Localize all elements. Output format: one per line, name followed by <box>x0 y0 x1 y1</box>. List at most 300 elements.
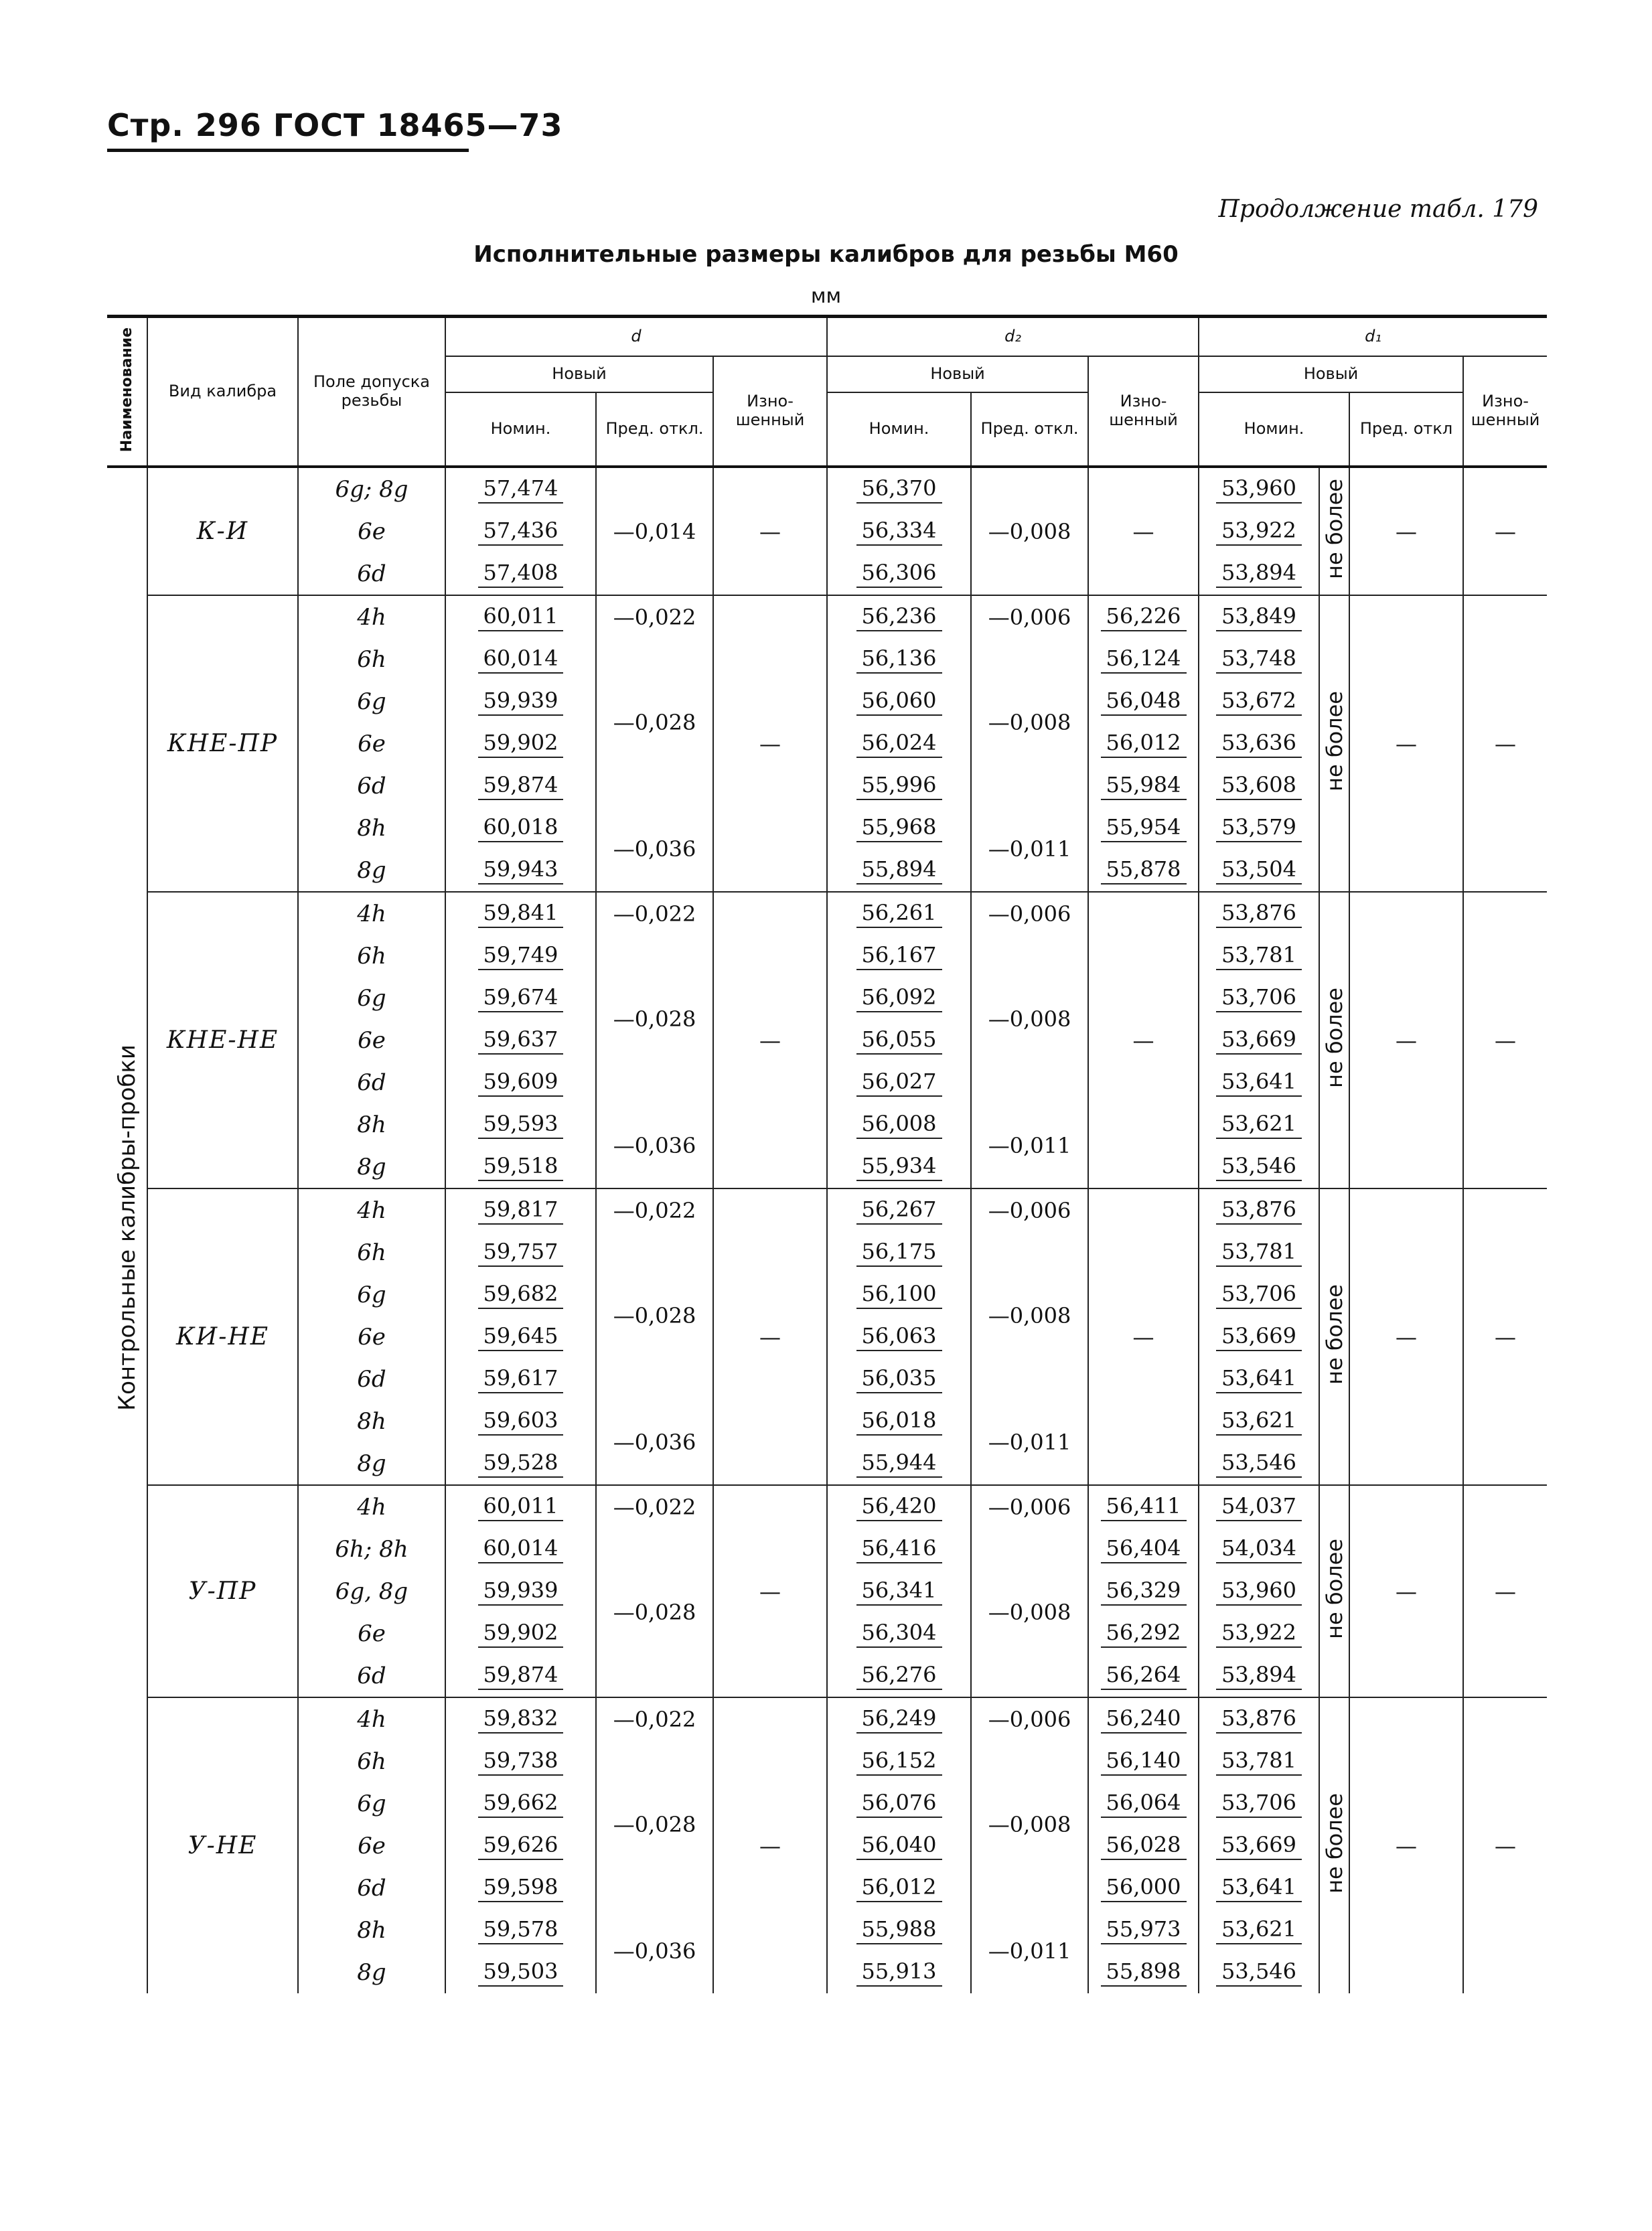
d2-nominal-cell <box>827 1697 971 1740</box>
d1-nominal-cell <box>1199 680 1319 722</box>
tolerance-field-cell: 8h <box>298 807 445 849</box>
d-deviation-cell: —0,028 <box>596 1528 713 1697</box>
not-more-cell <box>1319 1697 1349 1993</box>
d2-nominal-cell <box>827 722 971 765</box>
not-more-label: не более <box>1321 690 1347 791</box>
d2-worn-cell <box>1088 1528 1199 1570</box>
tolerance-field-cell: 4h <box>298 1697 445 1740</box>
d1-nominal-cell-value: 53,641 <box>1216 1069 1302 1097</box>
d-nominal-cell-value: 59,902 <box>478 730 564 758</box>
tolerance-field-cell: 6h <box>298 638 445 680</box>
d2-worn-cell <box>1088 807 1199 849</box>
d2-nominal-cell-value: 56,076 <box>856 1790 942 1818</box>
table-row <box>107 1485 1547 1528</box>
d2-nominal-cell <box>827 1951 971 1993</box>
d2-worn-cell-value: 55,984 <box>1101 772 1187 800</box>
d2-worn-cell-value: 55,954 <box>1101 814 1187 842</box>
d2-worn-cell-value: 56,240 <box>1101 1705 1187 1734</box>
table-body <box>107 467 1547 1993</box>
d1-nominal-cell <box>1199 510 1319 552</box>
d-nominal-cell-value: 59,817 <box>478 1197 564 1225</box>
table-row <box>107 467 1547 510</box>
d2-nominal-cell-value: 56,012 <box>856 1874 942 1902</box>
d-deviation-cell: —0,022 <box>596 1188 713 1231</box>
d2-nominal-cell <box>827 1146 971 1188</box>
d-deviation-cell: —0,036 <box>596 1909 713 1993</box>
column-header-d1: d₁ <box>1199 317 1547 357</box>
tolerance-field-cell: 6e <box>298 1019 445 1061</box>
d2-nominal-cell-value: 56,018 <box>856 1407 942 1436</box>
d1-nominal-cell-value: 53,546 <box>1216 1958 1302 1987</box>
tolerance-field-cell: 6e <box>298 1825 445 1867</box>
d2-nominal-cell-value: 56,152 <box>856 1748 942 1776</box>
d-nominal-cell <box>445 1612 596 1655</box>
d1-nominal-cell <box>1199 552 1319 595</box>
column-header-d1-nominal: Номин. <box>1199 392 1349 467</box>
not-more-label: не более <box>1321 1792 1347 1894</box>
d1-nominal-cell <box>1199 1442 1319 1485</box>
d2-worn-cell <box>1088 595 1199 638</box>
d2-nominal-cell-value: 56,055 <box>856 1026 942 1055</box>
d1-nominal-cell <box>1199 765 1319 807</box>
d2-nominal-cell <box>827 807 971 849</box>
d-nominal-cell-value: 59,598 <box>478 1874 564 1902</box>
d2-nominal-cell <box>827 935 971 977</box>
d-nominal-cell <box>445 1909 596 1951</box>
tolerance-field-cell: 6g <box>298 1274 445 1316</box>
d-nominal-cell <box>445 1103 596 1146</box>
d1-worn-cell: — <box>1463 892 1547 1188</box>
d1-deviation-cell: — <box>1349 1697 1463 1993</box>
d2-worn-cell <box>1088 1782 1199 1825</box>
d1-deviation-cell: — <box>1349 892 1463 1188</box>
d1-nominal-cell-value: 53,960 <box>1216 1578 1302 1606</box>
d2-nominal-cell-value: 56,040 <box>856 1832 942 1860</box>
d2-nominal-cell-value: 56,008 <box>856 1111 942 1139</box>
d1-nominal-cell <box>1199 467 1319 510</box>
not-more-label: не более <box>1321 1284 1347 1385</box>
d2-worn-cell-value: 56,064 <box>1101 1790 1187 1818</box>
d-deviation-cell: —0,014 <box>596 467 713 595</box>
d1-worn-cell: — <box>1463 1697 1547 1993</box>
d-nominal-cell <box>445 595 596 638</box>
d1-nominal-cell-value: 53,669 <box>1216 1323 1302 1351</box>
d-nominal-cell <box>445 1570 596 1612</box>
d-nominal-cell-value: 59,674 <box>478 984 564 1012</box>
d2-worn-cell <box>1088 1825 1199 1867</box>
d2-nominal-cell <box>827 1528 971 1570</box>
d1-nominal-cell <box>1199 849 1319 892</box>
running-head: Стр. 296 ГОСТ 18465—73 <box>107 107 563 143</box>
d1-nominal-cell-value: 53,504 <box>1216 856 1302 884</box>
d-deviation-cell: —0,036 <box>596 1400 713 1485</box>
d2-worn-cell <box>1088 1697 1199 1740</box>
d1-nominal-cell <box>1199 1782 1319 1825</box>
column-header-d: d <box>445 317 827 357</box>
d2-nominal-cell-value: 56,167 <box>856 942 942 970</box>
tolerance-field-cell: 6g <box>298 680 445 722</box>
tolerance-field-cell: 6e <box>298 510 445 552</box>
d1-nominal-cell <box>1199 595 1319 638</box>
d2-nominal-cell-value: 55,894 <box>856 856 942 884</box>
d2-worn-cell: — <box>1088 1188 1199 1485</box>
d2-worn-cell-value: 55,898 <box>1101 1958 1187 1987</box>
d2-deviation-cell: —0,011 <box>971 1909 1088 1993</box>
tolerance-field-cell: 6d <box>298 1358 445 1400</box>
column-header-d2-worn: Изно-шенный <box>1088 356 1199 467</box>
d2-nominal-cell-value: 55,996 <box>856 772 942 800</box>
gauge-dimensions-table <box>107 315 1547 1993</box>
d2-nominal-cell-value: 56,060 <box>856 688 942 716</box>
d1-nominal-cell <box>1199 1867 1319 1909</box>
not-more-cell <box>1319 467 1349 595</box>
gauge-type-cell: КНЕ-ПР <box>147 595 298 892</box>
d-nominal-cell <box>445 1146 596 1188</box>
table-row <box>107 892 1547 935</box>
d2-worn-cell-value: 56,264 <box>1101 1662 1187 1690</box>
d1-nominal-cell-value: 53,922 <box>1216 518 1302 546</box>
d-nominal-cell-value: 59,874 <box>478 1662 564 1690</box>
d-deviation-cell: —0,028 <box>596 935 713 1103</box>
d2-deviation-cell: —0,008 <box>971 1231 1088 1400</box>
d1-nominal-cell <box>1199 1061 1319 1103</box>
d-nominal-cell-value: 59,939 <box>478 688 564 716</box>
d1-nominal-cell <box>1199 1019 1319 1061</box>
d2-nominal-cell-value: 56,304 <box>856 1620 942 1648</box>
d2-worn-cell-value: 56,124 <box>1101 645 1187 674</box>
d-nominal-cell <box>445 892 596 935</box>
d-nominal-cell <box>445 680 596 722</box>
d1-nominal-cell-value: 53,621 <box>1216 1407 1302 1436</box>
running-head-rule <box>107 149 469 152</box>
d-nominal-cell-value: 59,757 <box>478 1239 564 1267</box>
d-worn-cell: — <box>713 892 827 1188</box>
d2-nominal-cell <box>827 1867 971 1909</box>
d-nominal-cell <box>445 849 596 892</box>
d1-nominal-cell-value: 54,034 <box>1216 1535 1302 1563</box>
d-worn-cell: — <box>713 1188 827 1485</box>
d2-worn-cell-value: 56,000 <box>1101 1874 1187 1902</box>
table-row <box>107 1697 1547 1740</box>
d2-worn-cell <box>1088 765 1199 807</box>
d-nominal-cell-value: 59,832 <box>478 1705 564 1734</box>
d1-nominal-cell <box>1199 807 1319 849</box>
d2-nominal-cell-value: 56,027 <box>856 1069 942 1097</box>
d2-nominal-cell <box>827 1825 971 1867</box>
d2-nominal-cell <box>827 1103 971 1146</box>
d2-deviation-cell: —0,006 <box>971 595 1088 638</box>
d1-nominal-cell-value: 53,876 <box>1216 900 1302 928</box>
tolerance-field-cell: 8g <box>298 849 445 892</box>
d-nominal-cell <box>445 1867 596 1909</box>
d-nominal-cell <box>445 1358 596 1400</box>
d2-worn-cell <box>1088 1570 1199 1612</box>
d1-worn-cell: — <box>1463 595 1547 892</box>
d-nominal-cell-value: 59,645 <box>478 1323 564 1351</box>
d-worn-cell: — <box>713 1697 827 1993</box>
d-nominal-cell <box>445 765 596 807</box>
not-more-label: не более <box>1321 478 1347 579</box>
d2-worn-cell: — <box>1088 892 1199 1188</box>
d-nominal-cell <box>445 1782 596 1825</box>
gauge-type-cell: У-ПР <box>147 1485 298 1697</box>
d-nominal-cell-value: 57,474 <box>478 475 564 504</box>
d2-nominal-cell <box>827 1909 971 1951</box>
d2-worn-cell-value: 56,226 <box>1101 603 1187 631</box>
d-nominal-cell-value: 59,939 <box>478 1578 564 1606</box>
tolerance-field-cell: 6e <box>298 1316 445 1358</box>
table-caption: Исполнительные размеры калибров для резьбы М60 <box>473 241 1179 268</box>
d-nominal-cell-value: 59,626 <box>478 1832 564 1860</box>
d2-deviation-cell: —0,011 <box>971 807 1088 892</box>
d1-nominal-cell-value: 53,669 <box>1216 1026 1302 1055</box>
not-more-label: не более <box>1321 1538 1347 1639</box>
d2-worn-cell <box>1088 1867 1199 1909</box>
d-nominal-cell <box>445 1485 596 1528</box>
d2-nominal-cell <box>827 849 971 892</box>
d1-worn-cell: — <box>1463 467 1547 595</box>
d-nominal-cell-value: 59,874 <box>478 772 564 800</box>
d2-deviation-cell: —0,006 <box>971 1188 1088 1231</box>
d2-nominal-cell <box>827 1231 971 1274</box>
d1-nominal-cell <box>1199 977 1319 1019</box>
d2-nominal-cell <box>827 1061 971 1103</box>
d2-worn-cell <box>1088 638 1199 680</box>
d-nominal-cell <box>445 467 596 510</box>
d-nominal-cell-value: 59,528 <box>478 1450 564 1478</box>
d2-worn-cell-value: 55,973 <box>1101 1916 1187 1944</box>
d2-nominal-cell-value: 56,420 <box>856 1493 942 1521</box>
d2-nominal-cell-value: 55,913 <box>856 1958 942 1987</box>
d-deviation-cell: —0,022 <box>596 1485 713 1528</box>
d-nominal-cell <box>445 1400 596 1442</box>
d2-nominal-cell-value: 56,136 <box>856 645 942 674</box>
d-nominal-cell-value: 59,749 <box>478 942 564 970</box>
d-nominal-cell <box>445 1231 596 1274</box>
d2-worn-cell-value: 56,012 <box>1101 730 1187 758</box>
column-header-d1-worn: Изно-шенный <box>1463 356 1547 467</box>
tolerance-field-cell: 8g <box>298 1146 445 1188</box>
column-header-d1-new: Новый <box>1199 356 1463 392</box>
d-nominal-cell-value: 57,436 <box>478 518 564 546</box>
d1-nominal-cell-value: 53,636 <box>1216 730 1302 758</box>
d2-deviation-cell: —0,006 <box>971 1697 1088 1740</box>
d-nominal-cell <box>445 510 596 552</box>
tolerance-field-cell: 6g; 8g <box>298 467 445 510</box>
d2-worn-cell <box>1088 680 1199 722</box>
d1-nominal-cell <box>1199 1146 1319 1188</box>
column-header-d-deviation: Пред. откл. <box>596 392 713 467</box>
gauge-type-cell: У-НЕ <box>147 1697 298 1993</box>
column-header-d2-deviation: Пред. откл. <box>971 392 1088 467</box>
d-nominal-cell-value: 60,014 <box>478 1535 564 1563</box>
d1-nominal-cell <box>1199 1528 1319 1570</box>
column-header-name: Наименование <box>107 317 147 467</box>
d2-nominal-cell <box>827 1188 971 1231</box>
d-nominal-cell <box>445 722 596 765</box>
d2-nominal-cell-value: 56,100 <box>856 1281 942 1309</box>
d2-nominal-cell <box>827 680 971 722</box>
d1-nominal-cell <box>1199 638 1319 680</box>
d2-deviation-cell: —0,008 <box>971 638 1088 807</box>
d2-worn-cell-value: 56,140 <box>1101 1748 1187 1776</box>
table-row <box>107 595 1547 638</box>
tolerance-field-cell: 6d <box>298 1655 445 1697</box>
d-nominal-cell-value: 59,617 <box>478 1365 564 1393</box>
d-nominal-cell <box>445 1951 596 1993</box>
d1-nominal-cell <box>1199 1274 1319 1316</box>
d-nominal-cell-value: 59,682 <box>478 1281 564 1309</box>
d1-nominal-cell <box>1199 1358 1319 1400</box>
d2-nominal-cell <box>827 1740 971 1782</box>
d2-worn-cell <box>1088 1740 1199 1782</box>
d2-nominal-cell <box>827 1782 971 1825</box>
d2-nominal-cell-value: 56,249 <box>856 1705 942 1734</box>
not-more-cell <box>1319 1188 1349 1485</box>
column-header-d1-deviation: Пред. откл <box>1349 392 1463 467</box>
d1-deviation-cell: — <box>1349 1485 1463 1697</box>
d1-worn-cell: — <box>1463 1188 1547 1485</box>
tolerance-field-cell: 6h <box>298 1231 445 1274</box>
tolerance-field-cell: 8h <box>298 1103 445 1146</box>
d-nominal-cell <box>445 1274 596 1316</box>
tolerance-field-cell: 6d <box>298 765 445 807</box>
d2-nominal-cell-value: 56,334 <box>856 518 942 546</box>
d-nominal-cell-value: 59,943 <box>478 856 564 884</box>
table-units: мм <box>810 285 842 308</box>
tolerance-field-cell: 6e <box>298 1612 445 1655</box>
d-nominal-cell <box>445 1061 596 1103</box>
d1-nominal-cell-value: 53,579 <box>1216 814 1302 842</box>
d-worn-cell: — <box>713 467 827 595</box>
tolerance-field-cell: 4h <box>298 1188 445 1231</box>
d2-nominal-cell-value: 55,988 <box>856 1916 942 1944</box>
d2-nominal-cell <box>827 552 971 595</box>
d1-nominal-cell-value: 53,781 <box>1216 1748 1302 1776</box>
d2-nominal-cell <box>827 510 971 552</box>
d1-nominal-cell <box>1199 1570 1319 1612</box>
d1-nominal-cell-value: 53,960 <box>1216 475 1302 504</box>
d1-nominal-cell <box>1199 1655 1319 1697</box>
d1-nominal-cell-value: 53,546 <box>1216 1450 1302 1478</box>
d2-nominal-cell <box>827 1400 971 1442</box>
not-more-label: не более <box>1321 987 1347 1088</box>
d1-nominal-cell <box>1199 935 1319 977</box>
table-name-cell <box>107 467 147 1993</box>
d-worn-cell: — <box>713 1485 827 1697</box>
d-nominal-cell-value: 60,011 <box>478 603 564 631</box>
d1-nominal-cell <box>1199 1951 1319 1993</box>
d2-worn-cell <box>1088 1951 1199 1993</box>
d2-nominal-cell <box>827 1358 971 1400</box>
d2-worn-cell <box>1088 722 1199 765</box>
d-deviation-cell: —0,028 <box>596 1231 713 1400</box>
d1-nominal-cell <box>1199 1909 1319 1951</box>
d2-nominal-cell <box>827 595 971 638</box>
d2-worn-cell <box>1088 1655 1199 1697</box>
tolerance-field-cell: 4h <box>298 1485 445 1528</box>
d-deviation-cell: —0,036 <box>596 807 713 892</box>
d1-nominal-cell <box>1199 1103 1319 1146</box>
d2-nominal-cell <box>827 1655 971 1697</box>
d2-nominal-cell-value: 56,341 <box>856 1578 942 1606</box>
d1-nominal-cell-value: 53,669 <box>1216 1832 1302 1860</box>
table-name-label: Контрольные калибры-пробки <box>113 1044 141 1411</box>
not-more-cell <box>1319 1485 1349 1697</box>
d1-nominal-cell-value: 53,706 <box>1216 1790 1302 1818</box>
d2-worn-cell <box>1088 849 1199 892</box>
d2-nominal-cell <box>827 1612 971 1655</box>
d-nominal-cell <box>445 1442 596 1485</box>
d2-nominal-cell <box>827 765 971 807</box>
d1-nominal-cell-value: 53,781 <box>1216 942 1302 970</box>
d-nominal-cell <box>445 1740 596 1782</box>
d2-worn-cell-value: 56,404 <box>1101 1535 1187 1563</box>
column-header-gauge-type: Вид калибра <box>147 317 298 467</box>
d1-nominal-cell-value: 53,922 <box>1216 1620 1302 1648</box>
d1-nominal-cell-value: 53,849 <box>1216 603 1302 631</box>
d2-nominal-cell-value: 56,092 <box>856 984 942 1012</box>
d2-deviation-cell: —0,006 <box>971 892 1088 935</box>
tolerance-field-cell: 4h <box>298 595 445 638</box>
d-deviation-cell: —0,036 <box>596 1103 713 1188</box>
d-worn-cell: — <box>713 595 827 892</box>
d-deviation-cell: —0,022 <box>596 892 713 935</box>
d2-worn-cell <box>1088 1485 1199 1528</box>
d2-worn-cell-value: 56,411 <box>1101 1493 1187 1521</box>
d2-worn-cell <box>1088 1909 1199 1951</box>
d-nominal-cell <box>445 1528 596 1570</box>
d1-worn-cell: — <box>1463 1485 1547 1697</box>
d1-deviation-cell: — <box>1349 1188 1463 1485</box>
d-nominal-cell <box>445 977 596 1019</box>
d2-nominal-cell-value: 55,968 <box>856 814 942 842</box>
d1-deviation-cell: — <box>1349 595 1463 892</box>
tolerance-field-cell: 8g <box>298 1442 445 1485</box>
d1-nominal-cell <box>1199 1485 1319 1528</box>
d1-nominal-cell-value: 53,894 <box>1216 560 1302 588</box>
d-nominal-cell-value: 59,593 <box>478 1111 564 1139</box>
d1-nominal-cell <box>1199 892 1319 935</box>
column-header-d2-new: Новый <box>827 356 1088 392</box>
d2-nominal-cell-value: 56,267 <box>856 1197 942 1225</box>
table-row <box>107 1188 1547 1231</box>
d2-worn-cell-value: 56,028 <box>1101 1832 1187 1860</box>
tolerance-field-cell: 6d <box>298 1867 445 1909</box>
d2-nominal-cell <box>827 977 971 1019</box>
tolerance-field-cell: 6g <box>298 1782 445 1825</box>
tolerance-field-cell: 6e <box>298 722 445 765</box>
d2-nominal-cell-value: 55,934 <box>856 1153 942 1181</box>
d-nominal-cell <box>445 1316 596 1358</box>
d1-nominal-cell-value: 53,641 <box>1216 1365 1302 1393</box>
d1-nominal-cell-value: 53,894 <box>1216 1662 1302 1690</box>
d-nominal-cell <box>445 1019 596 1061</box>
d1-nominal-cell-value: 53,706 <box>1216 1281 1302 1309</box>
d1-nominal-cell-value: 53,781 <box>1216 1239 1302 1267</box>
d1-nominal-cell-value: 53,672 <box>1216 688 1302 716</box>
d2-deviation-cell: —0,011 <box>971 1103 1088 1188</box>
d2-nominal-cell <box>827 1316 971 1358</box>
tolerance-field-cell: 6g <box>298 977 445 1019</box>
d-nominal-cell <box>445 807 596 849</box>
d-nominal-cell <box>445 1655 596 1697</box>
d2-nominal-cell <box>827 467 971 510</box>
column-header-d2-nominal: Номин. <box>827 392 971 467</box>
tolerance-field-cell: 8g <box>298 1951 445 1993</box>
d1-nominal-cell-value: 53,748 <box>1216 645 1302 674</box>
tolerance-field-cell: 6d <box>298 552 445 595</box>
